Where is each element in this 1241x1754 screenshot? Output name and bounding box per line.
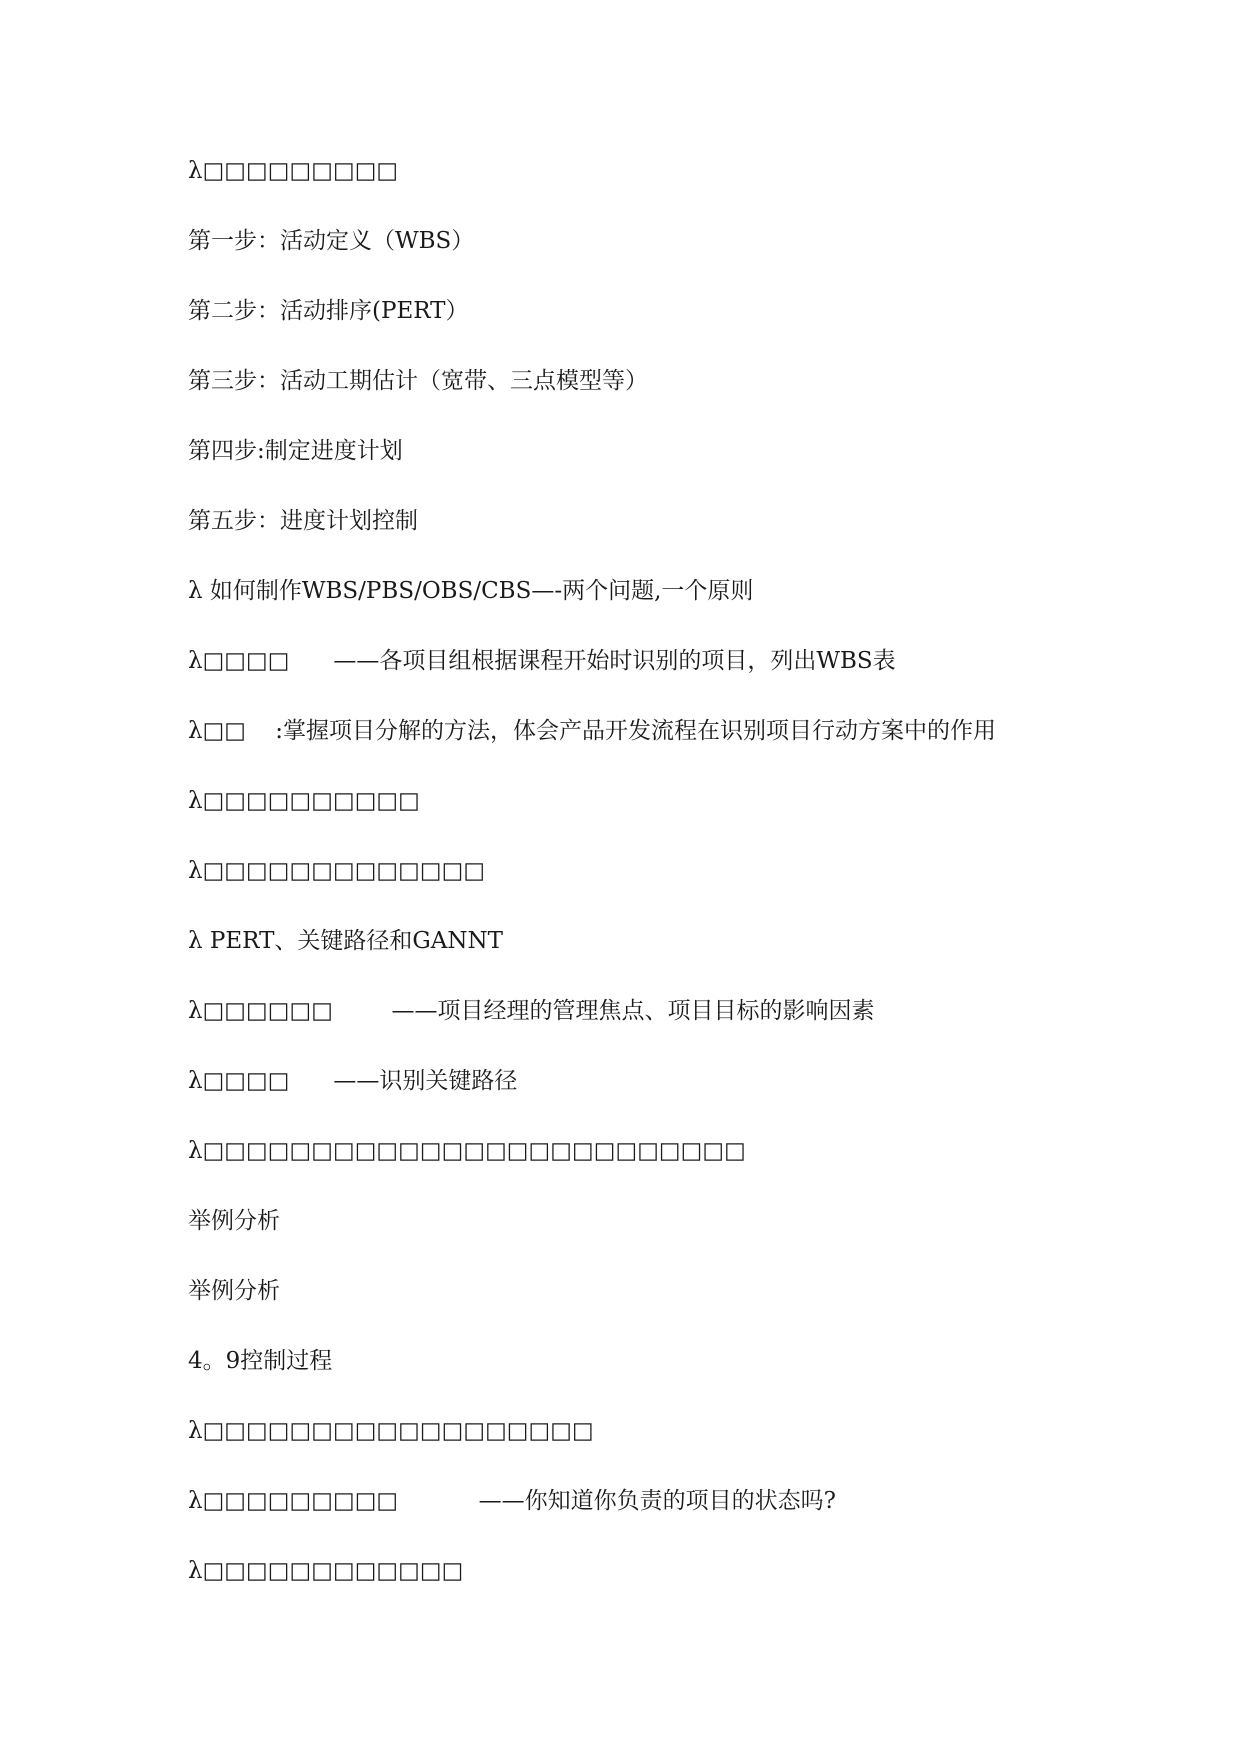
text-line (188, 507, 1148, 577)
text-line (188, 367, 1148, 437)
text-line (188, 1277, 1148, 1347)
text-line (188, 787, 1148, 857)
text-line (188, 1137, 1148, 1207)
line-text: λ□□□□ ——识别关键路径 (188, 1068, 518, 1094)
text-line (188, 717, 1148, 787)
line-text: λ□□□□□□□□□ (188, 158, 399, 184)
line-text: 第一步：活动定义（WBS） (188, 228, 475, 254)
line-text: λ 如何制作WBS/PBS/OBS/CBS—-两个问题,一个原则 (188, 578, 754, 604)
text-line (188, 1067, 1148, 1137)
text-line (188, 997, 1148, 1067)
line-text: λ PERT、关键路径和GANNT (188, 928, 503, 954)
line-text: λ□□□□□□□□□□□□□ (188, 858, 486, 884)
text-line (188, 857, 1148, 927)
text-line (188, 647, 1148, 717)
text-line (188, 437, 1148, 507)
line-text: λ□□ :掌握项目分解的方法，体会产品开发流程在识别项目行动方案中的作用 (188, 718, 997, 744)
text-line (188, 1417, 1148, 1487)
document-body (188, 157, 1148, 1627)
line-text: λ□□□□□□□□□□ (188, 788, 420, 814)
line-text: 举例分析 (188, 1208, 280, 1234)
line-text: 第四步:制定进度计划 (188, 438, 403, 464)
text-line (188, 577, 1148, 647)
text-line (188, 1557, 1148, 1627)
line-text: λ□□□□□□□□□□□□□□□□□□ (188, 1418, 594, 1444)
text-line (188, 1487, 1148, 1557)
text-line (188, 157, 1148, 227)
line-text: 第二步：活动排序(PERT） (188, 298, 469, 324)
line-text: 举例分析 (188, 1278, 280, 1304)
text-line (188, 297, 1148, 367)
text-line (188, 227, 1148, 297)
line-text: λ□□□□□□□□□□□□□□□□□□□□□□□□□ (188, 1138, 746, 1164)
text-line (188, 1207, 1148, 1277)
line-text: λ□□□□□□□□□ ——你知道你负责的项目的状态吗? (188, 1488, 836, 1514)
line-text: λ□□□□ ——各项目组根据课程开始时识别的项目，列出WBS表 (188, 648, 896, 674)
line-text: 4。9控制过程 (188, 1348, 333, 1374)
line-text: λ□□□□□□□□□□□□ (188, 1558, 464, 1584)
line-text: λ□□□□□□ ——项目经理的管理焦点、项目目标的影响因素 (188, 998, 875, 1024)
line-text: 第三步：活动工期估计（宽带、三点模型等） (188, 368, 648, 394)
text-line (188, 1347, 1148, 1417)
line-text: 第五步：进度计划控制 (188, 508, 418, 534)
text-line (188, 927, 1148, 997)
